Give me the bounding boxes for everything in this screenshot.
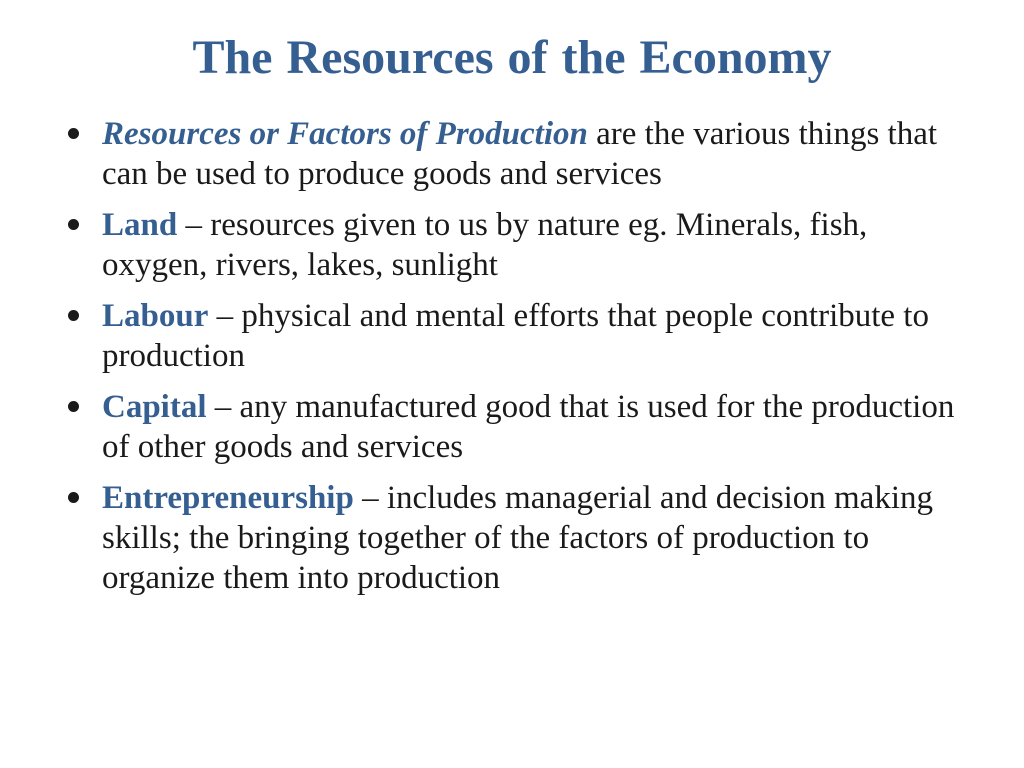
bullet-term: Labour xyxy=(102,298,209,334)
bullet-dot-icon xyxy=(68,401,79,412)
bullet-term: Land xyxy=(102,207,178,243)
bullet-item xyxy=(62,478,962,598)
bullet-text: – includes managerial and decision making skills; the bringing together of the factors of production to organize them into production xyxy=(102,480,933,596)
bullet-item xyxy=(62,114,962,194)
bullet-list xyxy=(62,114,962,609)
bullet-text: are the various things that can be used to produce goods and services xyxy=(102,116,938,192)
bullet-item xyxy=(62,387,962,467)
bullet-term: Capital xyxy=(102,389,207,425)
bullet-item xyxy=(62,205,962,285)
bullet-dot-icon xyxy=(68,128,79,139)
bullet-term: Resources or Factors of Production xyxy=(102,116,588,152)
bullet-text: – resources given to us by nature eg. Minerals, fish, oxygen, rivers, lakes, sunlight xyxy=(102,207,868,283)
bullet-text: – any manufactured good that is used for the production of other goods and services xyxy=(102,389,955,465)
bullet-term: Entrepreneurship xyxy=(102,480,354,516)
bullet-item xyxy=(62,296,962,376)
bullet-dot-icon xyxy=(68,310,79,321)
slide-title: The Resources of the Economy xyxy=(192,31,832,84)
bullet-text: – physical and mental efforts that people contribute to production xyxy=(102,298,929,374)
bullet-dot-icon xyxy=(68,492,79,503)
bullet-dot-icon xyxy=(68,219,79,230)
